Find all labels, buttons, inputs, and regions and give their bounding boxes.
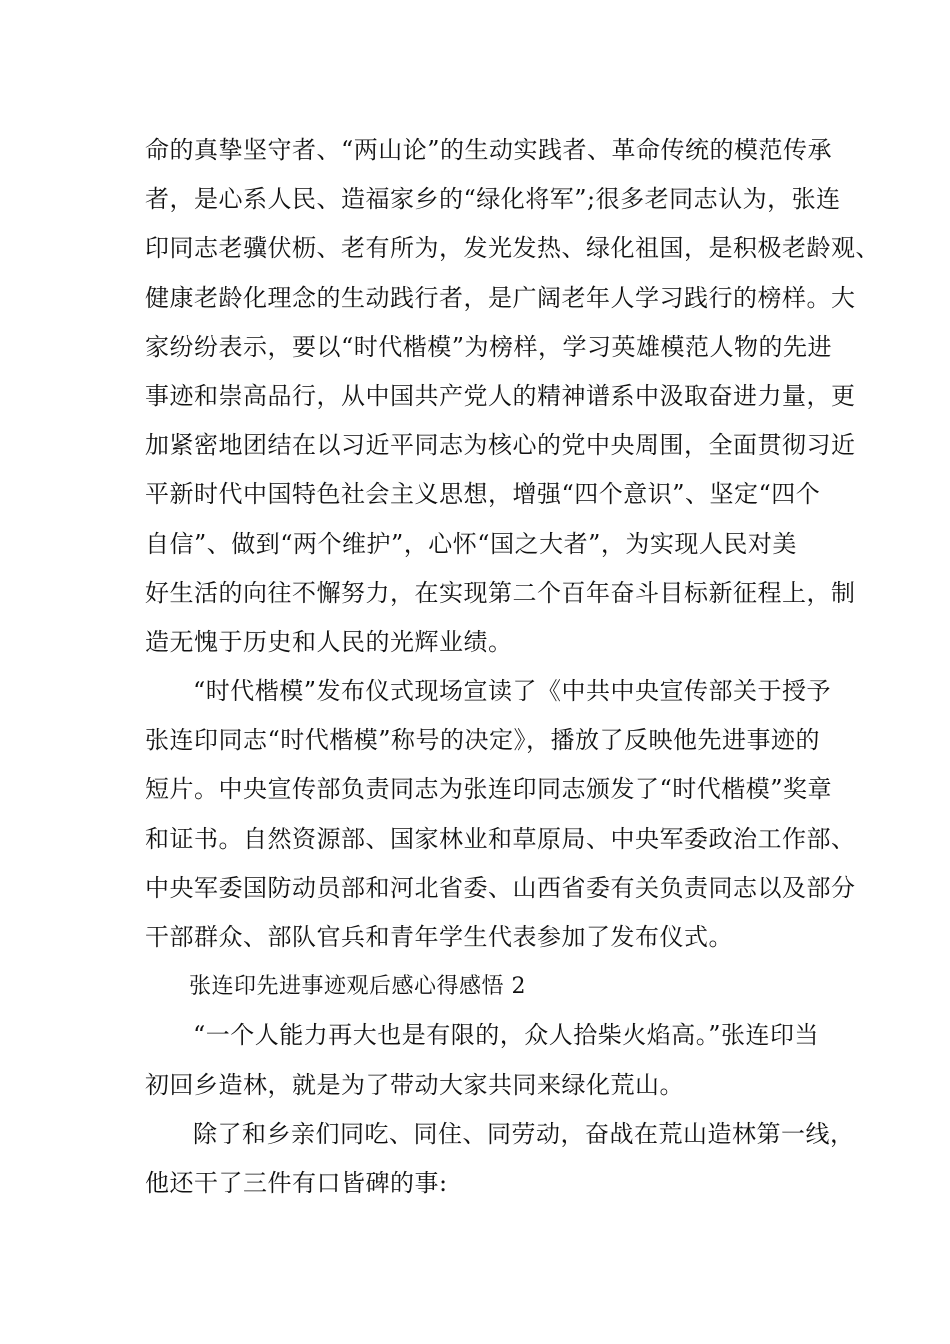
text-line: 事迹和崇高品行，从中国共产党人的精神谱系中汲取奋进力量，更 bbox=[145, 381, 856, 410]
text-line: 自信”、做到“两个维护”，心怀“国之大者”，为实现人民对美 bbox=[145, 529, 797, 558]
paragraph-4 bbox=[145, 1110, 855, 1208]
text-line: 张连印同志“时代楷模”称号的决定》，播放了反映他先进事迹的 bbox=[145, 726, 821, 755]
text-line: 初回乡造林，就是为了带动大家共同来绿化荒山。 bbox=[145, 1070, 684, 1099]
paragraph-1 bbox=[145, 126, 880, 667]
paragraph-2 bbox=[145, 667, 856, 962]
text-line: 加紧密地团结在以习近平同志为核心的党中央周围，全面贯彻习近 bbox=[145, 431, 856, 460]
text-line: 平新时代中国特色社会主义思想，增强“四个意识”、坚定“四个 bbox=[145, 480, 821, 509]
text-line: “时代楷模”发布仪式现场宣读了《中共中央宣传部关于授予 bbox=[193, 677, 832, 706]
text-line: 他还干了三件有口皆碑的事: bbox=[145, 1168, 448, 1197]
text-line: “一个人能力再大也是有限的，众人拾柴火焰高。”张连印当 bbox=[193, 1021, 820, 1050]
text-line: 除了和乡亲们同吃、同住、同劳动，奋战在荒山造林第一线， bbox=[193, 1119, 855, 1148]
text-line: 命的真挚坚守者、“两山论”的生动实践者、革命传统的模范传承 bbox=[145, 136, 833, 164]
paragraph-3 bbox=[145, 1011, 825, 1109]
document-body bbox=[145, 126, 880, 1208]
text-line: 健康老龄化理念的生动践行者，是广阔老年人学习践行的榜样。大 bbox=[145, 283, 856, 312]
text-line: 者，是心系人民、造福家乡的“绿化将军”;很多老同志认为，张连 bbox=[145, 185, 841, 214]
text-line: 印同志老骥伏枥、老有所为，发光发热、绿化祖国，是积极老龄观、 bbox=[145, 234, 880, 263]
text-line: 中央军委国防动员部和河北省委、山西省委有关负责同志以及部分 bbox=[145, 873, 856, 902]
section-heading: 张连印先进事迹观后感心得感悟 2 bbox=[189, 974, 526, 1000]
text-line: 造无愧于历史和人民的光辉业绩。 bbox=[145, 627, 513, 656]
text-line: 家纷纷表示，要以“时代楷模”为榜样，学习英雄模范人物的先进 bbox=[145, 332, 833, 361]
text-line: 短片。中央宣传部负责同志为张连印同志颁发了“时代楷模”奖章 bbox=[145, 775, 833, 804]
text-line: 好生活的向往不懈努力，在实现第二个百年奋斗目标新征程上，制 bbox=[145, 578, 856, 607]
text-line: 干部群众、部队官兵和青年学生代表参加了发布仪式。 bbox=[145, 923, 733, 951]
text-line: 和证书。自然资源部、国家林业和草原局、中央军委政治工作部、 bbox=[145, 824, 856, 853]
